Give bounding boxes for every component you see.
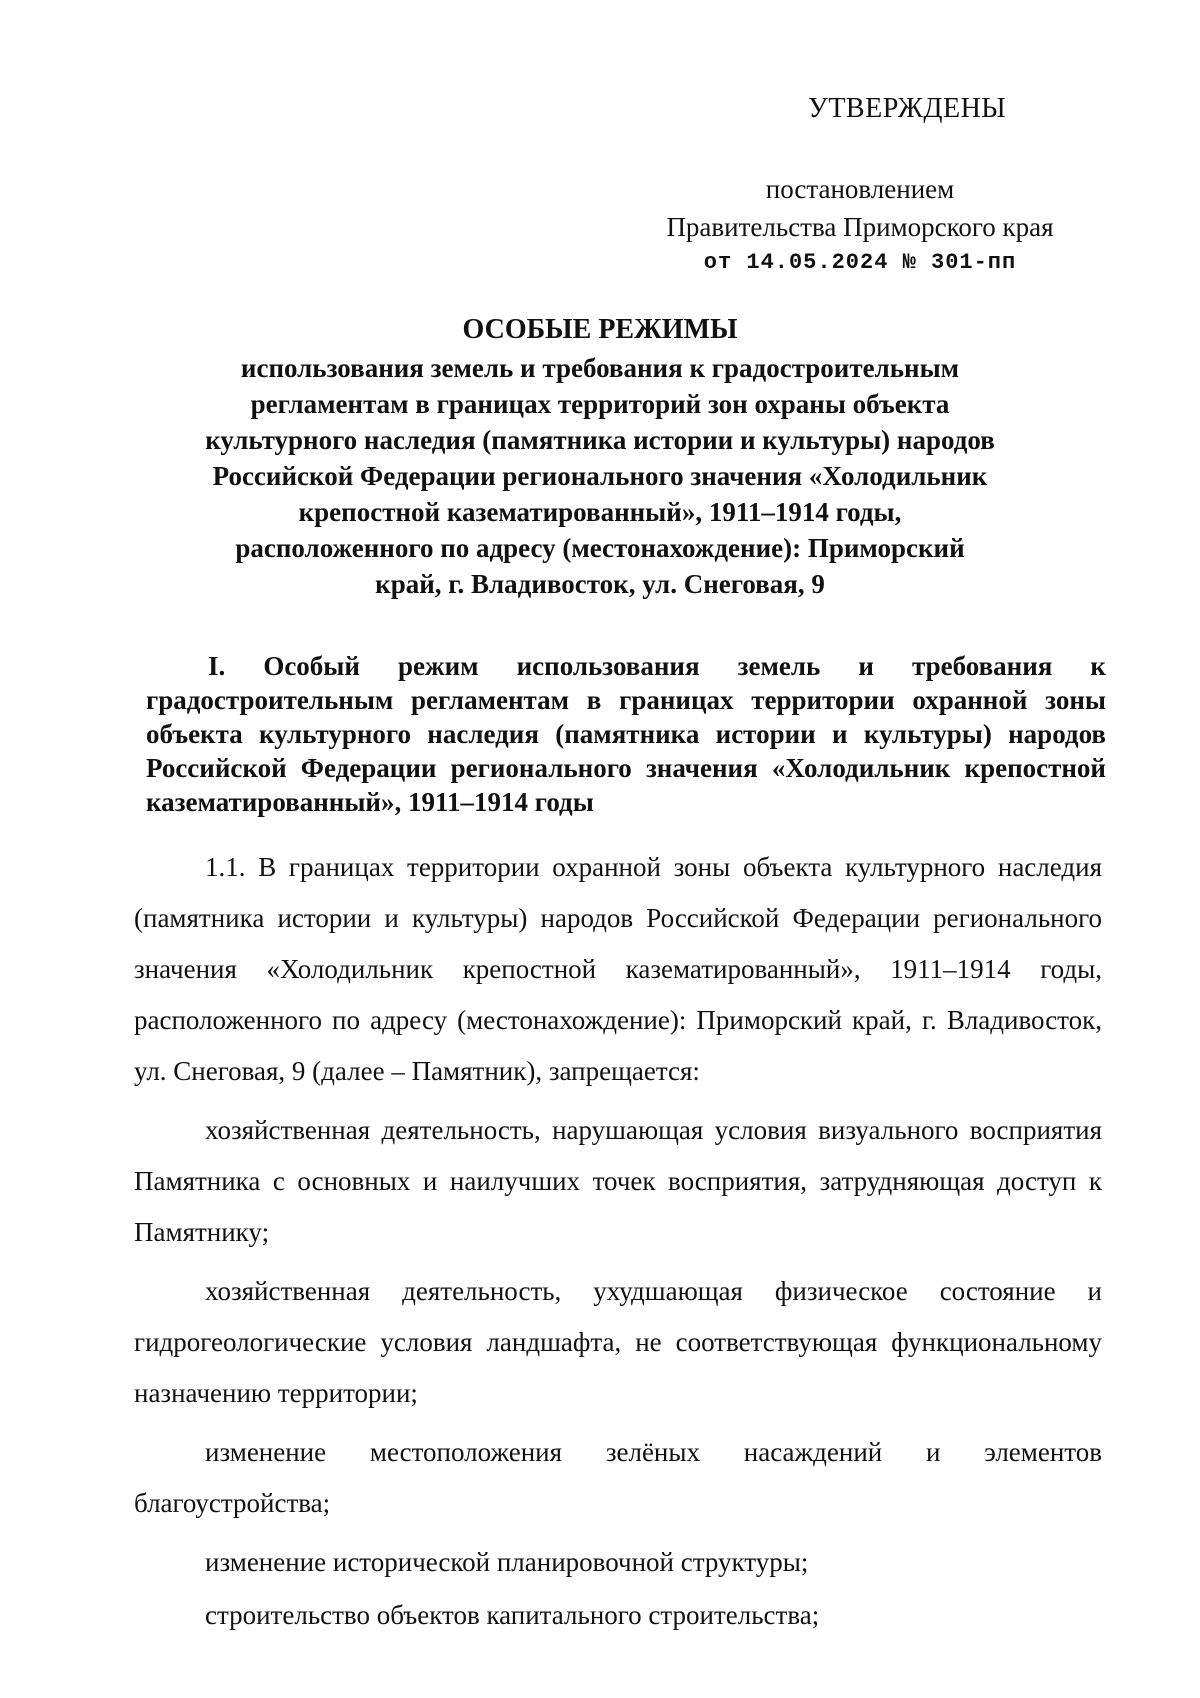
paragraph-item-landscape: хозяйственная деятельность, ухудшающая физическое состояние и гидрогеологические условия ландшафта, не соответствующая функциональному назначению территории; [134, 1276, 1102, 1408]
document-body [134, 842, 1102, 1643]
section-heading: I. Особый режим использования земель и требования к градостроительным регламентам в границах территории охранной зоны объекта культурного наследия (памятника истории и культуры) народов Российской Федерации регионального значения «Холодильник крепостной казематированный», 1911–1914 годы [146, 651, 1106, 817]
document-title [200, 312, 1000, 602]
approval-line-resolution: постановлением [765, 174, 955, 204]
document-title-subtitle: использования земель и требования к градостроительным регламентам в границах территорий зон охраны объекта культурного наследия (памятника истории и культуры) народов Российской Федерации регионального значения «Холодильник крепостной казематированный», 1911–1914 годы, расположенного по адресу (местонахождение): Приморский край, г. Владивосток, ул. Снеговая, 9 [205, 353, 995, 599]
document-title-main: ОСОБЫЕ РЕЖИМЫ [462, 314, 738, 345]
approval-title: УТВЕРЖДЕНЫ [808, 93, 1007, 124]
approval-block [620, 92, 1100, 280]
approval-date-number: от 14.05.2024 № 301-пп [703, 250, 1017, 275]
paragraph-item-planning: изменение исторической планировочной структуры; [205, 1547, 809, 1577]
paragraph-item-greenery: изменение местоположения зелёных насаждений и элементов благоустройства; [134, 1437, 1102, 1518]
approval-line-government: Правительства Приморского края [666, 212, 1054, 242]
paragraph-item-construction: строительство объектов капитального строительства; [205, 1600, 820, 1630]
paragraph-item-visual: хозяйственная деятельность, нарушающая условия визуального восприятия Памятника с основных и наилучших точек восприятия, затрудняющая доступ к Памятнику; [134, 1115, 1102, 1247]
paragraph-1-1: 1.1. В границах территории охранной зоны объекта культурного наследия (памятника истории и культуры) народов Российской Федерации регионального значения «Холодильник крепостной казематированный», 1911–1914 годы, расположенного по адресу (местонахождение): Приморский край, г. Владивосток, ул. Снеговая, 9 (далее – Памятник), запрещается: [134, 852, 1102, 1086]
